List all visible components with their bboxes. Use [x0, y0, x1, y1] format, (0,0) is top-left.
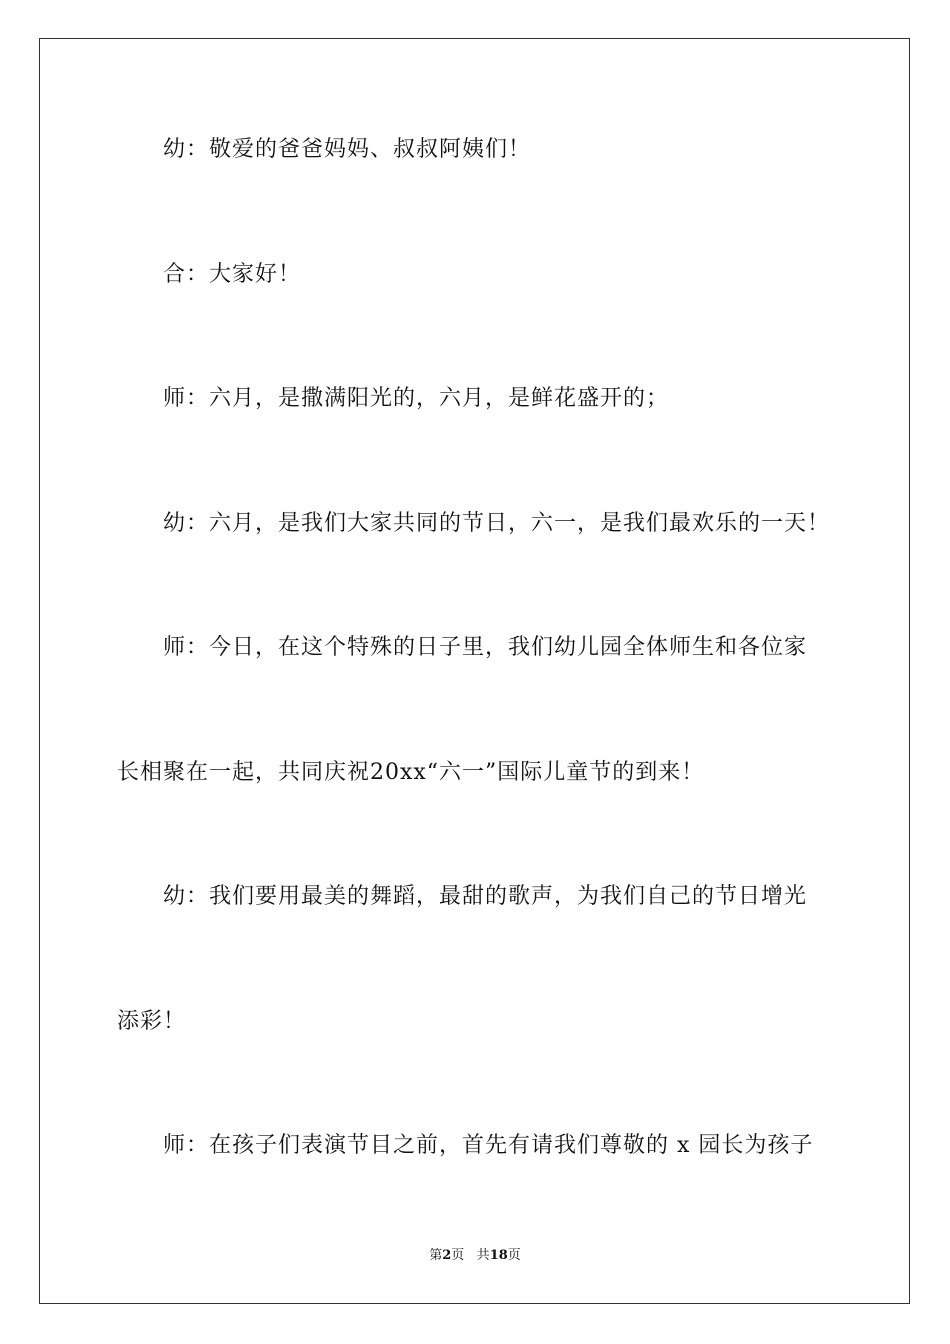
total-pages: 18 [489, 1248, 508, 1263]
paragraph-line: 师：在孩子们表演节目之前，首先有请我们尊敬的 x 园长为孩子 [163, 1133, 814, 1158]
paragraph-line: 幼：我们要用最美的舞蹈，最甜的歌声，为我们自己的节日增光 [163, 884, 808, 909]
total-suffix: 页 [507, 1248, 521, 1263]
paragraph-line: 长相聚在一起，共同庆祝20xx“六一”国际儿童节的到来！ [117, 760, 705, 785]
page-number: 2 [442, 1248, 452, 1263]
page-border [39, 38, 910, 1304]
paragraph-line: 师：六月，是撒满阳光的，六月，是鲜花盛开的； [163, 386, 670, 411]
paragraph-line: 合：大家好！ [163, 262, 302, 287]
paragraph-line: 幼：六月，是我们大家共同的节日，六一，是我们最欢乐的一天！ [163, 511, 831, 536]
paragraph-line: 师：今日，在这个特殊的日子里，我们幼儿园全体师生和各位家 [163, 635, 808, 660]
page-prefix: 第 [429, 1248, 443, 1263]
page-suffix: 页 [451, 1248, 465, 1263]
paragraph-line: 添彩！ [117, 1009, 187, 1034]
total-prefix: 共 [476, 1248, 490, 1263]
page-footer [0, 1247, 950, 1265]
paragraph-line: 幼：敬爱的爸爸妈妈、叔叔阿姨们！ [163, 137, 532, 162]
